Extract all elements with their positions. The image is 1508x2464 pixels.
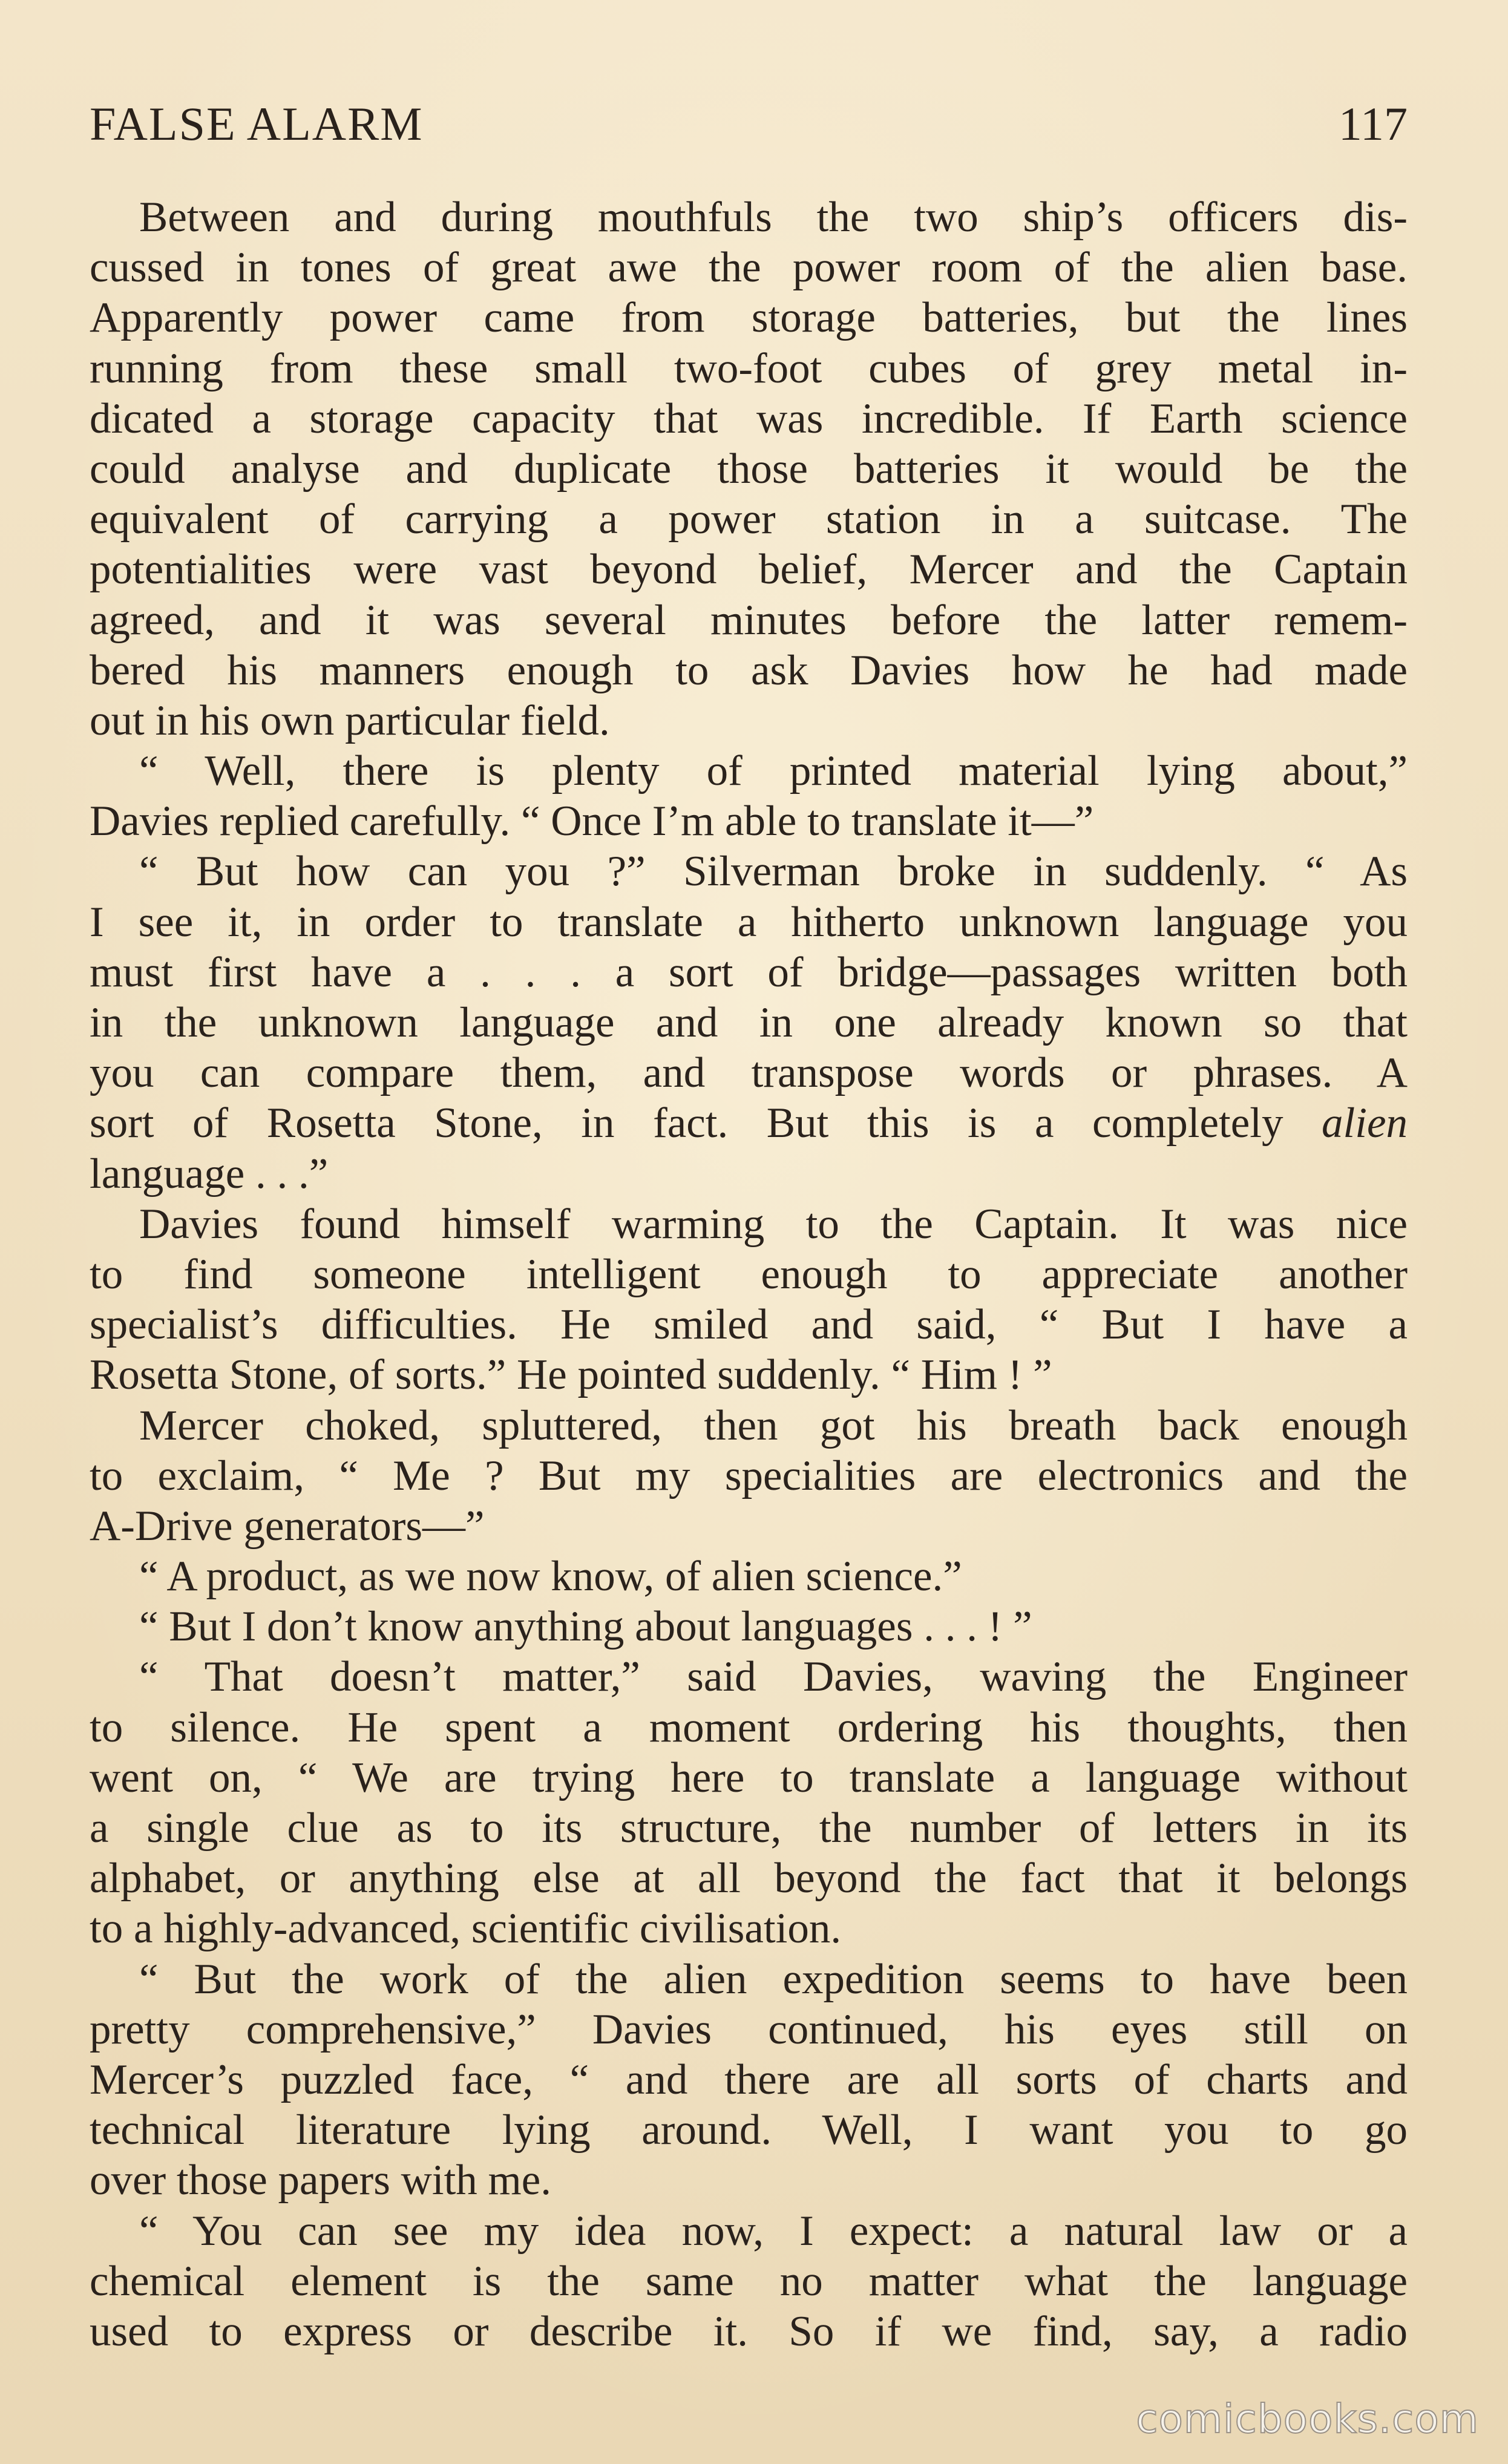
text-line: you can compare them, and transpose words or phrases. A xyxy=(90,1049,1408,1097)
text-line: Davies replied carefully. “ Once I’m able to translate it—” xyxy=(90,798,1094,845)
text-line: used to express or describe it. So if we find, say, a radio xyxy=(90,2307,1408,2355)
running-title: FALSE ALARM xyxy=(90,97,424,150)
text-line: chemical element is the same no matter what the language xyxy=(90,2257,1408,2305)
text-line: went on, “ We are trying here to translate a language without xyxy=(90,1754,1408,1801)
text-line: Davies found himself warming to the Captain. It was nice xyxy=(139,1200,1408,1248)
text-line: Apparently power came from storage batteries, but the lines xyxy=(90,294,1408,342)
text-line: agreed, and it was several minutes before the latter remem- xyxy=(90,596,1408,644)
text-line: “ But I don’t know anything about languages . . . ! ” xyxy=(139,1603,1032,1651)
text-line: language . . .” xyxy=(90,1150,329,1198)
text-line: “ But the work of the alien expedition seems to have been xyxy=(139,1955,1408,2003)
text-line: out in his own particular field. xyxy=(90,696,610,744)
text-line: to find someone intelligent enough to appreciate another xyxy=(90,1250,1408,1298)
text-line: cussed in tones of great awe the power room of the alien base. xyxy=(90,244,1408,292)
text-line: equivalent of carrying a power station in a suitcase. The xyxy=(90,496,1408,543)
text-line: to silence. He spent a moment ordering his thoughts, then xyxy=(90,1703,1408,1751)
text-line: a single clue as to its structure, the number of letters in its xyxy=(90,1804,1408,1852)
text-line: “ You can see my idea now, I expect: a natural law or a xyxy=(139,2207,1408,2255)
text-line: Mercer’s puzzled face, “ and there are all sorts of charts and xyxy=(90,2056,1408,2103)
text-line: Between and during mouthfuls the two ship’s officers dis- xyxy=(139,194,1408,241)
watermark: comicbooks.com xyxy=(1136,2396,1479,2442)
text-line: over those papers with me. xyxy=(90,2157,552,2204)
text-line: specialist’s difficulties. He smiled and said, “ But I have a xyxy=(90,1301,1408,1349)
text-line: to a highly-advanced, scientific civilisation. xyxy=(90,1905,842,1953)
text-line: sort of Rosetta Stone, in fact. But this is a completely alien xyxy=(90,1099,1408,1147)
text-line: pretty comprehensive,” Davies continued, his eyes still on xyxy=(90,2005,1408,2053)
text-line: “ That doesn’t matter,” said Davies, waving the Engineer xyxy=(139,1653,1408,1701)
text-line: Rosetta Stone, of sorts.” He pointed suddenly. “ Him ! ” xyxy=(90,1351,1052,1399)
text-line: I see it, in order to translate a hitherto unknown language you xyxy=(90,898,1408,946)
page-number: 117 xyxy=(1338,97,1408,150)
text-line: potentialities were vast beyond belief, Mercer and the Captain xyxy=(90,546,1408,594)
text-line: “ A product, as we now know, of alien science.” xyxy=(139,1553,962,1601)
text-line: “ Well, there is plenty of printed material lying about,” xyxy=(139,747,1408,795)
text-line: running from these small two-foot cubes of grey metal in- xyxy=(90,344,1408,392)
running-header xyxy=(90,91,1408,157)
text-line: alphabet, or anything else at all beyond the fact that it belongs xyxy=(90,1855,1408,1902)
text-line: dicated a storage capacity that was incredible. If Earth science xyxy=(90,395,1408,442)
text-line: “ But how can you ?” Silverman broke in suddenly. “ As xyxy=(139,848,1408,896)
text-line: in the unknown language and in one already known so that xyxy=(90,999,1408,1046)
text-line: could analyse and duplicate those batteries it would be the xyxy=(90,445,1408,493)
body-text xyxy=(90,192,1408,2357)
text-line: to exclaim, “ Me ? But my specialities are electronics and the xyxy=(90,1452,1408,1499)
text-line: A-Drive generators—” xyxy=(90,1502,485,1550)
text-line: bered his manners enough to ask Davies how he had made xyxy=(90,646,1408,694)
text-line: Mercer choked, spluttered, then got his breath back enough xyxy=(139,1401,1408,1449)
text-line: technical literature lying around. Well, I want you to go xyxy=(90,2106,1408,2154)
text-line: must first have a . . . a sort of bridge—passages written both xyxy=(90,948,1408,996)
